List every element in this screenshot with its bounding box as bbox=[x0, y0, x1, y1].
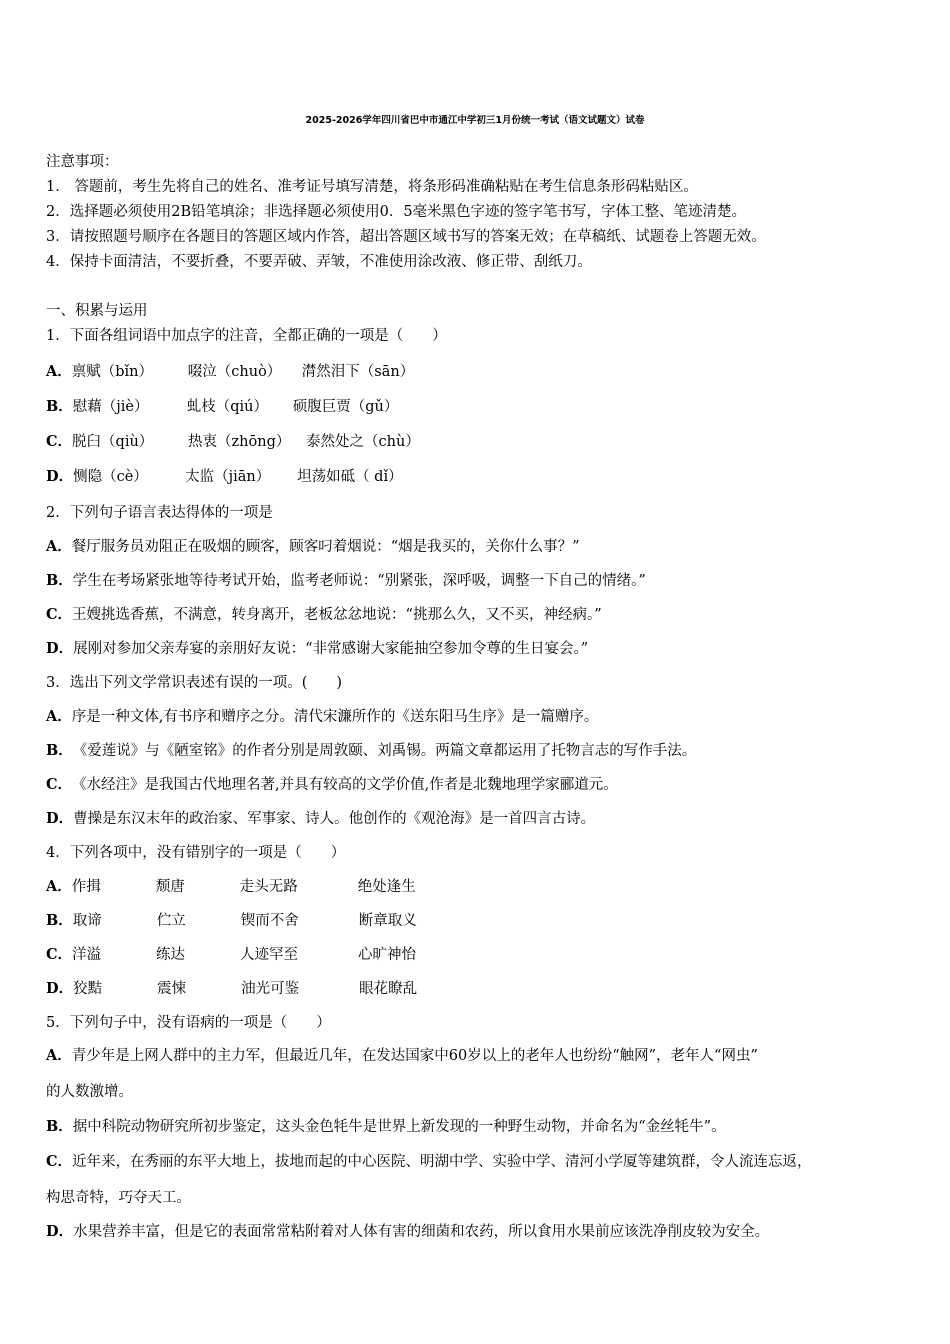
option-text: 展刚对参加父亲寿宴的亲朋好友说：“非常感谢大家能抽空参加令尊的生日宴会。” bbox=[73, 641, 589, 657]
option-term: 人迹罕至 bbox=[240, 947, 299, 963]
option-term: 虬枝（qiú） bbox=[186, 399, 269, 415]
question-stem: 3．选出下列文学常识表述有误的一项。( ) bbox=[46, 675, 343, 691]
option-label: A． bbox=[46, 708, 72, 725]
option-term: 作揖 bbox=[71, 879, 101, 895]
option-label: A． bbox=[46, 878, 72, 895]
option-term: 脱臼（qiù） bbox=[72, 434, 154, 450]
option-text: 学生在考场紧张地等待考试开始，监考老师说：“别紧张，深呼吸，调整一下自己的情绪。” bbox=[72, 573, 646, 589]
option-row bbox=[46, 397, 398, 417]
option-term: 眼花瞭乱 bbox=[359, 981, 418, 997]
option-term: 取谛 bbox=[72, 913, 102, 929]
option-label: C． bbox=[46, 1153, 73, 1170]
option-term: 泰然处之（chù） bbox=[306, 434, 420, 450]
option-label: B． bbox=[46, 398, 73, 415]
option-row bbox=[46, 1152, 812, 1172]
option-row bbox=[46, 605, 602, 625]
option-text: 序是一种文体,有书序和赠序之分。清代宋濂所作的《送东阳马生序》是一篇赠序。 bbox=[71, 709, 599, 725]
option-label: A． bbox=[46, 1047, 72, 1064]
option-term: 绝处逢生 bbox=[357, 879, 416, 895]
option-label: B． bbox=[46, 1118, 73, 1135]
notice-heading: 注意事项： bbox=[46, 154, 119, 170]
question-stem: 5．下列句子中，没有语病的一项是（ ） bbox=[46, 1015, 331, 1031]
option-row bbox=[46, 741, 696, 761]
option-term: 恻隐（cè） bbox=[73, 469, 148, 485]
option-label: D． bbox=[46, 810, 74, 827]
option-term: 锲而不舍 bbox=[240, 913, 299, 929]
option-row bbox=[46, 639, 588, 659]
question-stem: 1．下面各组词语中加点字的注音，全都正确的一项是（ ） bbox=[46, 328, 447, 344]
option-row bbox=[46, 1222, 769, 1242]
notice-item: 4．保持卡面清洁，不要折叠，不要弄破、弄皱，不准使用涂改液、修正带、刮纸刀。 bbox=[46, 254, 592, 270]
section-heading: 一、积累与运用 bbox=[46, 303, 148, 319]
option-label: C． bbox=[46, 433, 73, 450]
option-row bbox=[46, 945, 416, 965]
option-label: C． bbox=[46, 606, 73, 623]
option-row bbox=[46, 1117, 726, 1137]
option-label: D． bbox=[46, 980, 74, 997]
option-term: 练达 bbox=[156, 947, 186, 963]
option-row bbox=[46, 467, 403, 487]
page-title: 2025-2026学年四川省巴中市通江中学初三1月份统一考试（语文试题文）试卷 bbox=[305, 115, 645, 126]
option-label: A． bbox=[46, 538, 72, 555]
option-continuation: 构思奇特，巧夺天工。 bbox=[46, 1190, 191, 1206]
question-stem: 4．下列各项中，没有错别字的一项是（ ） bbox=[46, 845, 346, 861]
option-term: 啜泣（chuò） bbox=[187, 364, 282, 380]
option-row bbox=[46, 979, 417, 999]
option-term: 潸然泪下（sān） bbox=[301, 364, 415, 380]
option-label: A． bbox=[46, 363, 72, 380]
option-text: 曹操是东汉末年的政治家、军事家、诗人。他创作的《观沧海》是一首四言古诗。 bbox=[73, 811, 596, 827]
option-term: 慰藉（jiè） bbox=[72, 399, 149, 415]
option-term: 硕腹巨贾（gǔ） bbox=[292, 399, 399, 415]
option-label: B． bbox=[46, 572, 73, 589]
option-term: 震悚 bbox=[157, 981, 187, 997]
notice-item: 1． 答题前，考生先将自己的姓名、准考证号填写清楚，将条形码准确粘贴在考生信息条形码粘贴区。 bbox=[46, 179, 698, 195]
option-label: D． bbox=[46, 640, 74, 657]
option-row bbox=[46, 1046, 758, 1066]
option-row bbox=[46, 432, 420, 452]
option-row bbox=[46, 362, 414, 382]
option-term: 热衷（zhōng） bbox=[188, 434, 291, 450]
option-text: 餐厅服务员劝阻正在吸烟的顾客，顾客叼着烟说：“烟是我买的，关你什么事？” bbox=[71, 539, 580, 555]
option-text: 王嫂挑选香蕉，不满意，转身离开，老板忿忿地说：“挑那么久，又不买，神经病。” bbox=[72, 607, 602, 623]
option-row bbox=[46, 911, 417, 931]
option-term: 坦荡如砥（ dǐ） bbox=[297, 469, 403, 485]
option-text: 近年来，在秀丽的东平大地上，拔地而起的中心医院、明湖中学、实验中学、清河小学厦等建筑群，令人流连忘返， bbox=[72, 1154, 812, 1170]
notice-item: 2．选择题必须使用2B铅笔填涂；非选择题必须使用0．5毫米黑色字迹的签字笔书写，字体工整、笔迹清楚。 bbox=[46, 204, 747, 220]
option-term: 油光可鉴 bbox=[241, 981, 300, 997]
option-label: D． bbox=[46, 1223, 74, 1240]
option-term: 禀赋（bǐn） bbox=[71, 364, 154, 380]
option-label: D． bbox=[46, 468, 74, 485]
option-row bbox=[46, 775, 618, 795]
option-term: 颓唐 bbox=[155, 879, 185, 895]
option-row bbox=[46, 571, 646, 591]
option-term: 伫立 bbox=[156, 913, 186, 929]
notice-item: 3．请按照题号顺序在各题目的答题区域内作答，超出答题区域书写的答案无效；在草稿纸、试题卷上答题无效。 bbox=[46, 229, 766, 245]
question-stem: 2．下列句子语言表达得体的一项是 bbox=[46, 505, 273, 521]
option-text: 《爱莲说》与《陋室铭》的作者分别是周敦颐、刘禹锡。两篇文章都运用了托物言志的写作手法。 bbox=[72, 743, 697, 759]
option-text: 据中科院动物研究所初步鉴定，这头金色牦牛是世界上新发现的一种野生动物，并命名为“金丝牦牛”。 bbox=[72, 1119, 726, 1135]
option-label: B． bbox=[46, 742, 73, 759]
option-continuation: 的人数激增。 bbox=[46, 1084, 133, 1100]
option-label: B． bbox=[46, 912, 73, 929]
option-term: 狡黠 bbox=[73, 981, 103, 997]
option-term: 太监（jiān） bbox=[185, 469, 271, 485]
option-term: 洋溢 bbox=[72, 947, 102, 963]
option-label: C． bbox=[46, 776, 73, 793]
option-term: 心旷神怡 bbox=[358, 947, 417, 963]
option-text: 青少年是上网人群中的主力军，但最近几年，在发达国家中60岁以上的老年人也纷纷“触网”，老年人“网虫” bbox=[71, 1048, 758, 1064]
option-term: 断章取义 bbox=[358, 913, 417, 929]
option-term: 走头无路 bbox=[239, 879, 298, 895]
option-row bbox=[46, 809, 595, 829]
option-text: 水果营养丰富，但是它的表面常常粘附着对人体有害的细菌和农药，所以食用水果前应该洗净削皮较为安全。 bbox=[73, 1224, 770, 1240]
option-row bbox=[46, 877, 416, 897]
option-row bbox=[46, 537, 580, 557]
option-text: 《水经注》是我国古代地理名著,并具有较高的文学价值,作者是北魏地理学家郦道元。 bbox=[72, 777, 618, 793]
option-row bbox=[46, 707, 598, 727]
option-label: C． bbox=[46, 946, 73, 963]
